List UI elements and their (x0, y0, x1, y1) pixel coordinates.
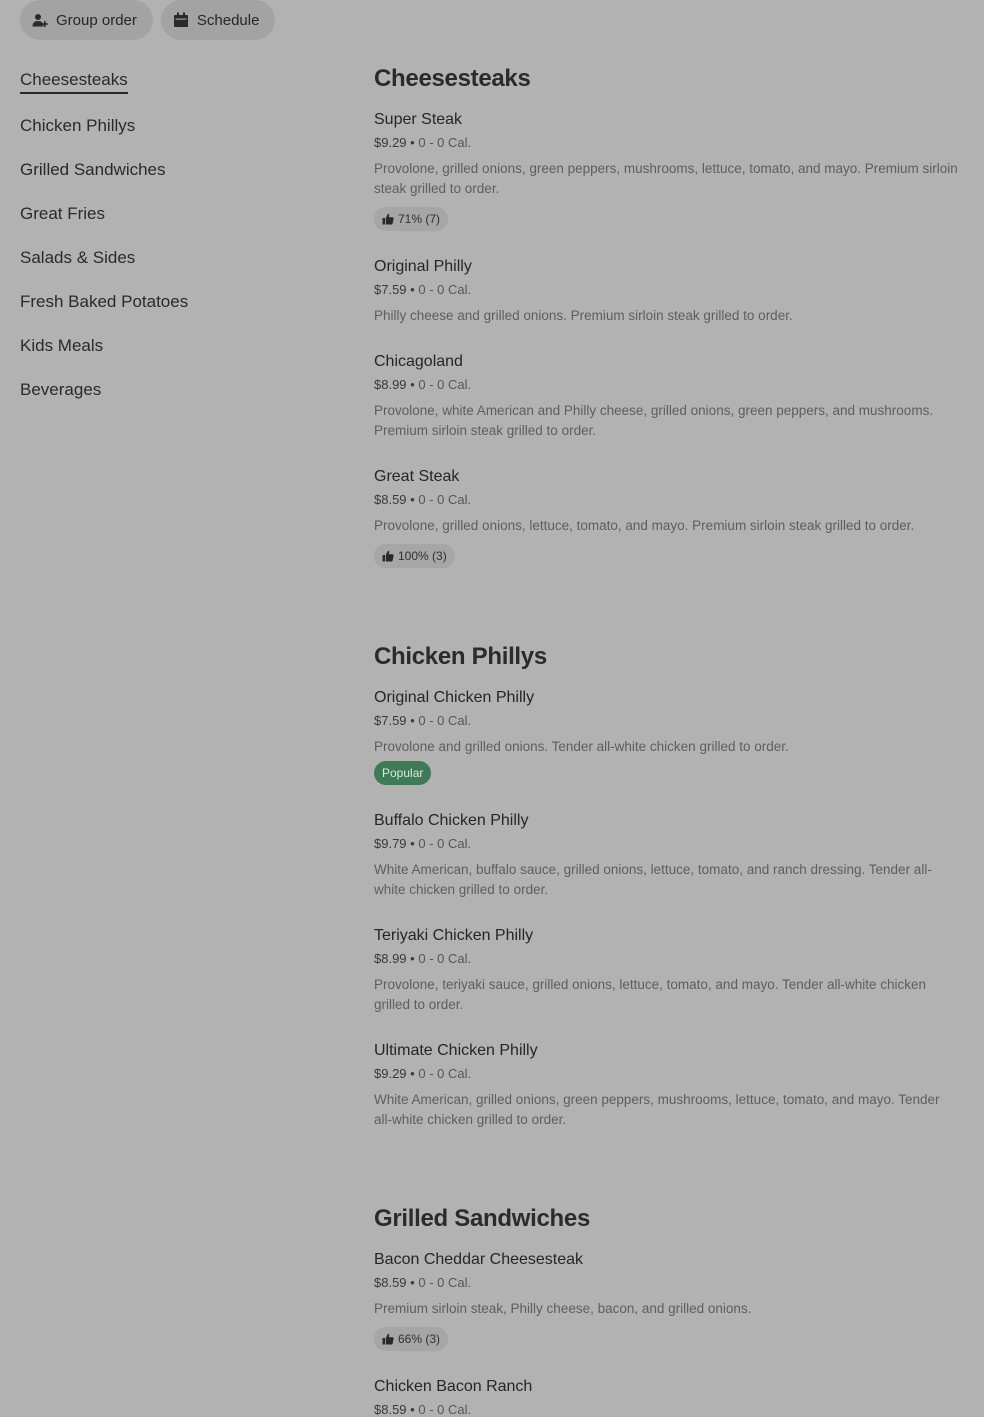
menu-item[interactable] (374, 352, 960, 441)
menu-section (374, 62, 960, 568)
thumbs-up-icon (382, 1333, 394, 1345)
menu-item[interactable] (374, 1041, 960, 1130)
schedule-button[interactable] (161, 0, 276, 40)
add-person-icon (32, 12, 48, 28)
item-description: Provolone, grilled onions, green peppers, mushrooms, lettuce, tomato, and mayo. Premium sirloin steak grilled to order. (374, 161, 958, 196)
meta-separator: • (410, 951, 415, 966)
header-actions (20, 0, 275, 40)
rating-text: 100% (3) (398, 549, 447, 563)
group-order-label: Group order (56, 11, 137, 29)
sidebar-item-label: Salads & Sides (20, 248, 136, 267)
menu-item[interactable] (374, 1250, 960, 1351)
rating-text: 71% (7) (398, 212, 441, 226)
item-meta (374, 1402, 960, 1417)
meta-separator: • (410, 1402, 415, 1417)
section-spacer (374, 1156, 960, 1202)
meta-separator: • (410, 1275, 415, 1290)
sidebar-item-label: Beverages (20, 380, 102, 399)
item-name: Original Philly (374, 258, 472, 275)
item-meta (374, 713, 960, 729)
sidebar-item-chicken-phillys[interactable] (20, 104, 320, 148)
item-calories: 0 - 0 Cal. (418, 713, 472, 728)
section-title: Cheesesteaks (374, 65, 531, 92)
sidebar-item-beverages[interactable] (20, 368, 320, 412)
meta-separator: • (410, 836, 415, 851)
item-meta (374, 377, 960, 393)
sidebar-item-label: Grilled Sandwiches (20, 160, 166, 179)
item-meta (374, 492, 960, 508)
item-meta (374, 836, 960, 852)
menu-content (374, 62, 960, 1417)
item-name: Teriyaki Chicken Philly (374, 927, 534, 944)
item-name: Ultimate Chicken Philly (374, 1042, 538, 1059)
section-title: Chicken Phillys (374, 643, 547, 670)
menu-item[interactable] (374, 926, 960, 1015)
group-order-button[interactable] (20, 0, 153, 40)
menu-item[interactable] (374, 1377, 960, 1417)
item-calories: 0 - 0 Cal. (418, 377, 472, 392)
menu-item[interactable] (374, 811, 960, 900)
item-name: Buffalo Chicken Philly (374, 812, 529, 829)
rating-text: 66% (3) (398, 1332, 441, 1346)
meta-separator: • (410, 282, 415, 297)
thumbs-up-icon (382, 213, 394, 225)
item-calories: 0 - 0 Cal. (418, 836, 472, 851)
item-calories: 0 - 0 Cal. (418, 1402, 472, 1417)
item-name: Bacon Cheddar Cheesesteak (374, 1251, 584, 1268)
item-description: Premium sirloin steak, Philly cheese, bacon, and grilled onions. (374, 1301, 752, 1316)
meta-separator: • (410, 377, 415, 392)
item-description: Provolone, teriyaki sauce, grilled onions, lettuce, tomato, and mayo. Tender all-white chicken grilled to order. (374, 977, 927, 1012)
category-sidebar (20, 60, 320, 412)
item-description: Philly cheese and grilled onions. Premium sirloin steak grilled to order. (374, 308, 793, 323)
rating-badge (374, 207, 448, 231)
item-calories: 0 - 0 Cal. (418, 1275, 472, 1290)
menu-item[interactable] (374, 688, 960, 785)
item-description: Provolone, grilled onions, lettuce, tomato, and mayo. Premium sirloin steak grilled to order. (374, 518, 915, 533)
item-description: White American, grilled onions, green peppers, mushrooms, lettuce, tomato, and mayo. Tender all-white chicken grilled to order. (374, 1092, 940, 1127)
menu-item[interactable] (374, 467, 960, 568)
item-calories: 0 - 0 Cal. (418, 135, 472, 150)
menu-item[interactable] (374, 110, 960, 231)
item-price: $8.59 (374, 1275, 407, 1290)
popular-badge: Popular (374, 761, 431, 785)
item-price: $8.59 (374, 1402, 407, 1417)
item-name: Chicagoland (374, 353, 463, 370)
item-price: $8.99 (374, 951, 407, 966)
item-calories: 0 - 0 Cal. (418, 492, 472, 507)
meta-separator: • (410, 713, 415, 728)
meta-separator: • (410, 135, 415, 150)
item-price: $8.59 (374, 492, 407, 507)
sidebar-item-great-fries[interactable] (20, 192, 320, 236)
sidebar-item-label: Chicken Phillys (20, 116, 136, 135)
item-price: $7.59 (374, 713, 407, 728)
menu-section (374, 640, 960, 1130)
item-meta (374, 135, 960, 151)
item-calories: 0 - 0 Cal. (418, 951, 472, 966)
sidebar-item-salads-sides[interactable] (20, 236, 320, 280)
calendar-icon (173, 12, 189, 28)
item-description: White American, buffalo sauce, grilled onions, lettuce, tomato, and ranch dressing. Tender all-white chicken grilled to order. (374, 862, 932, 897)
item-name: Super Steak (374, 111, 463, 128)
sidebar-item-grilled-sandwiches[interactable] (20, 148, 320, 192)
sidebar-item-kids-meals[interactable] (20, 324, 320, 368)
item-price: $9.29 (374, 135, 407, 150)
item-price: $8.99 (374, 377, 407, 392)
item-price: $7.59 (374, 282, 407, 297)
item-description: Provolone and grilled onions. Tender all-white chicken grilled to order. (374, 739, 789, 754)
sidebar-item-fresh-baked-potatoes[interactable] (20, 280, 320, 324)
rating-badge (374, 1327, 448, 1351)
thumbs-up-icon (382, 550, 394, 562)
section-title: Grilled Sandwiches (374, 1205, 591, 1232)
item-price: $9.29 (374, 1066, 407, 1081)
sidebar-item-label: Kids Meals (20, 336, 104, 355)
menu-section (374, 1202, 960, 1417)
sidebar-item-cheesesteaks[interactable] (20, 60, 320, 104)
sidebar-item-label: Great Fries (20, 204, 106, 223)
item-meta (374, 282, 960, 298)
item-name: Original Chicken Philly (374, 689, 535, 706)
schedule-label: Schedule (196, 11, 260, 29)
sidebar-item-label: Fresh Baked Potatoes (20, 292, 189, 311)
sidebar-item-label: Cheesesteaks (20, 70, 128, 94)
meta-separator: • (410, 1066, 415, 1081)
item-calories: 0 - 0 Cal. (418, 282, 472, 297)
item-name: Great Steak (374, 468, 460, 485)
item-description: Provolone, white American and Philly cheese, grilled onions, green peppers, and mushrooms. Premium sirloin steak grilled to order. (374, 403, 934, 438)
menu-item[interactable] (374, 257, 960, 326)
meta-separator: • (410, 492, 415, 507)
item-meta (374, 1066, 960, 1082)
item-meta (374, 1275, 960, 1291)
rating-badge (374, 544, 455, 568)
item-price: $9.79 (374, 836, 407, 851)
item-name: Chicken Bacon Ranch (374, 1378, 533, 1395)
item-meta (374, 951, 960, 967)
section-spacer (374, 594, 960, 640)
item-calories: 0 - 0 Cal. (418, 1066, 472, 1081)
